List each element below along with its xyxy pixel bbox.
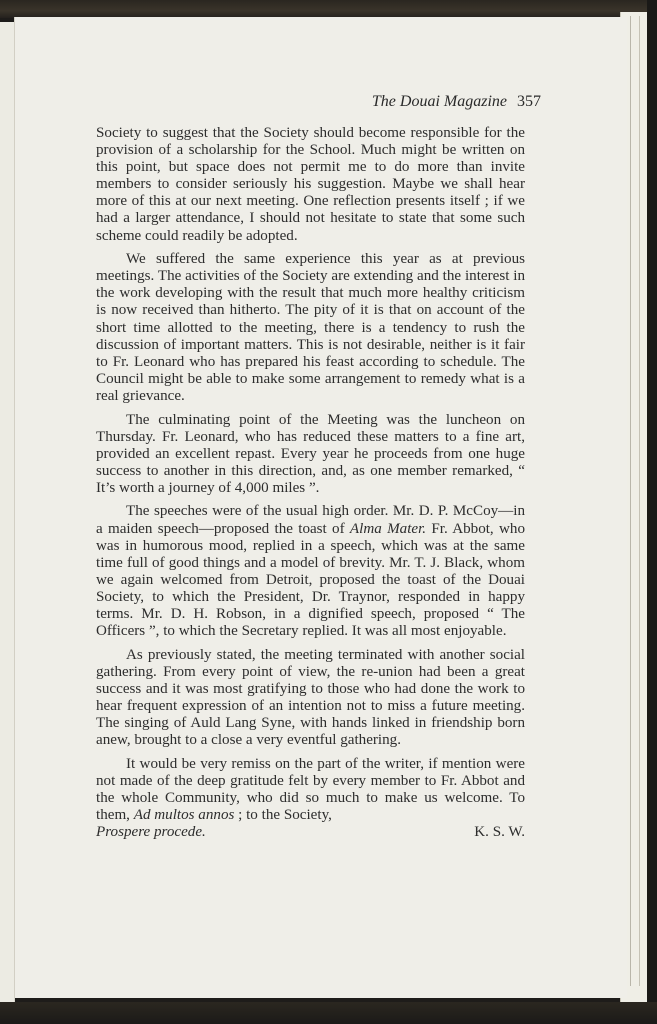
page-number: 357 [517,93,541,110]
paragraph: Society to suggest that the Society should become responsible for the provision of a scholarship for the School. Much might be written on this point, but space does not permit me to do more than invite members to consider seriously his suggestion. Maybe we shall hear more of this at our next meeting. One reflection presents itself ; if we had a larger attendance, I should not hesitate to state that some such scheme could readily be adopted. [96,125,525,244]
paragraph-text: ; to the Society, [234,807,332,824]
journal-title: The Douai Magazine [371,93,507,110]
paragraph [96,503,525,640]
closing-motto: Prospere procede. [96,824,206,841]
paragraph-text: Fr. Abbot, who was in humorous mood, replied in a speech, which was at the same time full of good things and a model of brevity. Mr. T. J. Black, whom we again welcomed from Detroit, proposed the toast of the Douai Society, to which the President, Dr. Traynor, responded in happy terms. Mr. D. H. Robson, in a dignified speech, proposed “ The Officers ”, to which the Secretary replied. It was all most enjoyable. [96,520,525,640]
italic-phrase: Alma Mater. [349,520,427,537]
paragraph-text: The speeches were of the usual high order. Mr. D. P. McCoy—in a maiden speech—proposed the toast of [96,503,525,537]
paragraph: The culminating point of the Meeting was the luncheon on Thursday. Fr. Leonard, who has reduced these matters to a fine art, provided an excellent repast. Every year he proceeds from one huge success to another in this direction, and, as one member remarked, “ It’s worth a journey of 4,000 miles ”. [96,411,525,496]
book-cover-top-edge [0,0,657,18]
book-page [14,17,627,998]
book-cover-bottom-edge [0,1002,657,1024]
facing-page-edge [0,22,15,1002]
book-cover-right-edge [647,0,657,1024]
paragraph [96,756,525,824]
paragraph: We suffered the same experience this year as at previous meetings. The activities of the Society are extending and the interest in the work developing with the result that much more healthy criticism is now received than hitherto. The pity of it is that on account of the short time allotted to the meeting, there is a tendency to rush the discussion of important matters. This is not desirable, neither is it fair to Fr. Leonard who has prepared his feast according to schedule. The Council might be able to make some arrangement to remedy what is a real grievance. [96,251,525,404]
paragraph: As previously stated, the meeting terminated with another social gathering. From every point of view, the re-union had been a great success and it was most gratifying to those who had done the work to hear frequent expression of an intention not to miss a future meeting. The singing of Auld Lang Syne, with hands linked in friendship born anew, brought to a close a very eventful gathering. [96,646,525,749]
paragraph-text: It would be very remiss on the part of the writer, if mention were not made of the deep gratitude felt by every member to Fr. Abbot and the whole Community, who did so much to make us welcome. To them, [96,755,525,824]
author-signature: K. S. W. [474,824,525,841]
article-body [96,125,525,841]
running-head [14,93,541,111]
closing-line [96,824,525,841]
italic-phrase: Ad multos annos [133,807,235,824]
